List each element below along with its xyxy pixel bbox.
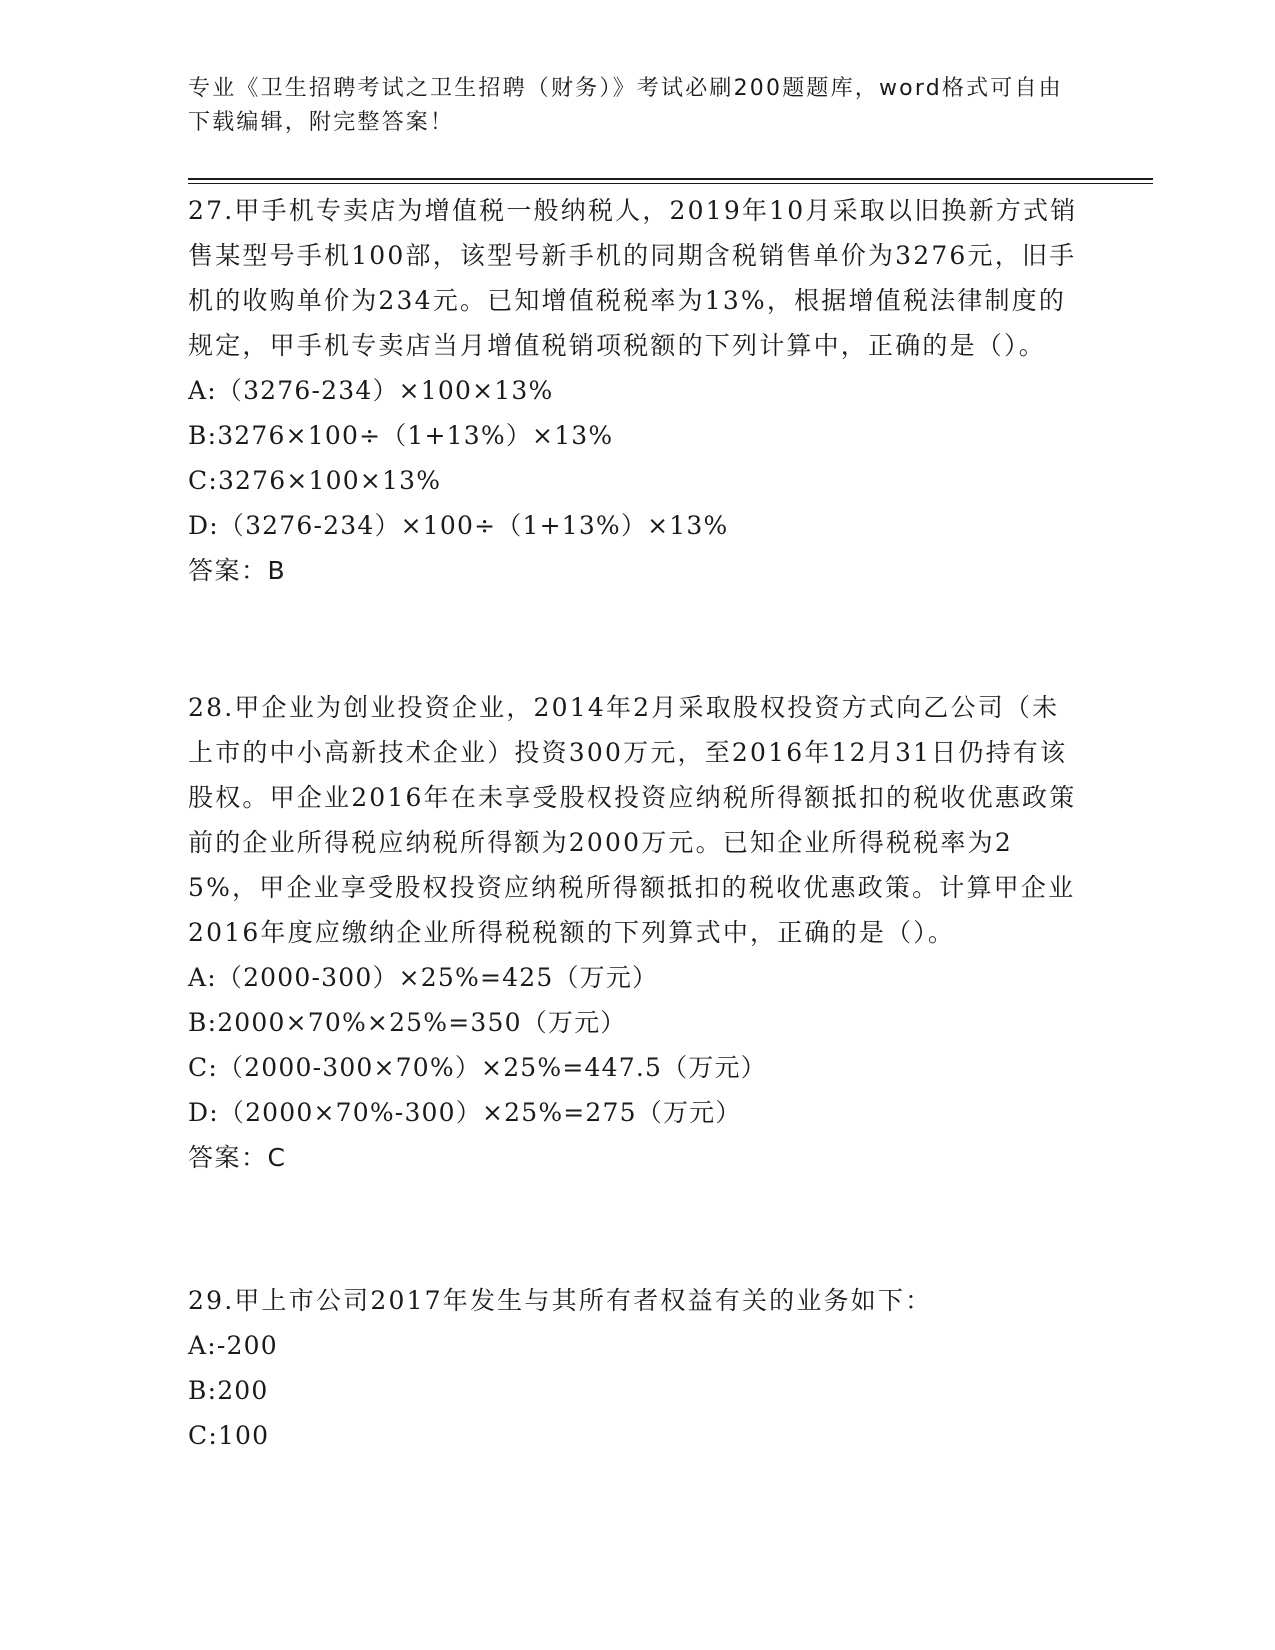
- question-text: 29.甲上市公司2017年发生与其所有者权益有关的业务如下：: [188, 1286, 933, 1315]
- answer: 答案：B: [188, 556, 287, 585]
- header-divider-thick: [188, 178, 1153, 180]
- option-c: C:3276×100×13%: [188, 466, 442, 495]
- option-c: C:（2000-300×70%）×25%=447.5（万元）: [188, 1053, 767, 1082]
- question-text: 28.甲企业为创业投资企业，2014年2月采取股权投资方式向乙公司（未上市的中小高新技术企业）投资300万元，至2016年12月31日仍持有该股权。甲企业2016年在未享受股权投资应纳税所得额抵扣的税收优惠政策前的企业所得税应纳税所得额为2000万元。已知企业所得税税率为25%，甲企业享受股权投资应纳税所得额抵扣的税收优惠政策。计算甲企业2016年度应缴纳企业所得税税额的下列算式中，正确的是（）。: [188, 693, 1077, 947]
- answer: 答案：C: [188, 1143, 287, 1172]
- document-header: 专业《卫生招聘考试之卫生招聘（财务）》考试必刷200题题库，word格式可自由下载编辑，附完整答案！: [188, 76, 1063, 135]
- option-d: D:（3276-234）×100÷（1+13%）×13%: [188, 511, 729, 540]
- question-27: [188, 188, 1083, 593]
- option-a: A:-200: [188, 1331, 278, 1360]
- option-b: B:200: [188, 1376, 269, 1405]
- question-28: [188, 685, 1083, 1180]
- option-a: A:（3276-234）×100×13%: [188, 376, 554, 405]
- question-29: [188, 1278, 1083, 1458]
- option-b: B:3276×100÷（1+13%）×13%: [188, 421, 614, 450]
- header-divider-thin: [188, 183, 1153, 184]
- option-b: B:2000×70%×25%=350（万元）: [188, 1008, 627, 1037]
- option-a: A:（2000-300）×25%=425（万元）: [188, 963, 659, 992]
- option-d: D:（2000×70%-300）×25%=275（万元）: [188, 1098, 742, 1127]
- question-text: 27.甲手机专卖店为增值税一般纳税人，2019年10月采取以旧换新方式销售某型号手机100部，该型号新手机的同期含税销售单价为3276元，旧手机的收购单价为234元。已知增值税税率为13%，根据增值税法律制度的规定，甲手机专卖店当月增值税销项税额的下列计算中，正确的是（）。: [188, 196, 1078, 360]
- option-c: C:100: [188, 1421, 270, 1450]
